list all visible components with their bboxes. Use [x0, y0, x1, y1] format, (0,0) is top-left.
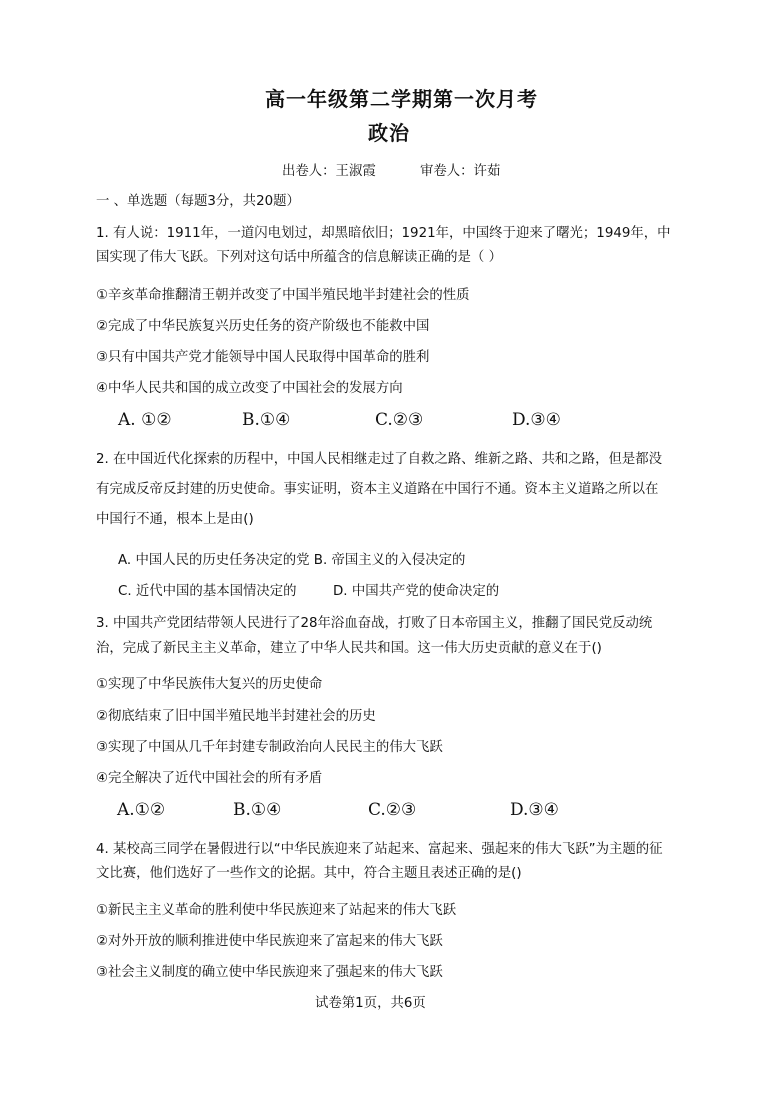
q4-stem-line2: 文比赛，他们选好了一些作文的论据。其中，符合主题且表述正确的是(): [96, 866, 522, 881]
reviewer-name: 审卷人：许茹: [420, 164, 501, 179]
q3-statement: ④完全解决了近代中国社会的所有矛盾: [96, 771, 323, 786]
section-heading: 一 、单选题（每题3分，共20题）: [96, 194, 300, 209]
q1-statement: ③只有中国共产党才能领导中国人民取得中国革命的胜利: [96, 350, 430, 365]
q3-stem-line1: 3. 中国共产党团结带领人民进行了28年浴血奋战，打败了日本帝国主义，推翻了国民党反动统: [96, 616, 653, 631]
q2-option-d: D. 中国共产党的使命决定的: [333, 584, 500, 599]
q2-stem-line2: 有完成反帝反封建的历史使命。事实证明，资本主义道路在中国行不通。资本主义道路之所以在: [96, 482, 659, 497]
q1-stem-line2: 国实现了伟大飞跃。下列对这句话中所蕴含的信息解读正确的是（ ）: [96, 250, 502, 265]
q1-stem-line1: 1. 有人说：1911年，一道闪电划过，却黑暗依旧；1921年，中国终于迎来了曙光；1949年，中: [96, 226, 671, 241]
page-footer: 试卷第1页，共6页: [315, 996, 426, 1011]
q4-statement: ①新民主主义革命的胜利使中华民族迎来了站起来的伟大飞跃: [96, 903, 457, 918]
q1-option-c: C.②③: [375, 410, 424, 430]
q2-stem-line3: 中国行不通，根本上是由(): [96, 512, 254, 527]
setter-name: 出卷人：王淑霞: [282, 164, 376, 179]
q2-option-a-b: A. 中国人民的历史任务决定的党 B. 帝国主义的入侵决定的: [118, 553, 466, 568]
q3-option-a: A.①②: [117, 800, 166, 820]
q3-option-c: C.②③: [368, 800, 417, 820]
q3-option-d: D.③④: [510, 800, 559, 820]
q1-statement: ①辛亥革命推翻清王朝并改变了中国半殖民地半封建社会的性质: [96, 288, 470, 303]
q4-statement: ②对外开放的顺利推进使中华民族迎来了富起来的伟大飞跃: [96, 934, 443, 949]
q1-option-b: B.①④: [242, 410, 291, 430]
q3-stem-line2: 治，完成了新民主主义革命，建立了中华人民共和国。这一伟大历史贡献的意义在于(): [96, 641, 602, 656]
q3-statement: ②彻底结束了旧中国半殖民地半封建社会的历史: [96, 709, 376, 724]
subject-title: 政治: [368, 121, 410, 145]
q2-option-c: C. 近代中国的基本国情决定的: [118, 584, 297, 599]
q1-option-d: D.③④: [512, 410, 561, 430]
q3-statement: ①实现了中华民族伟大复兴的历史使命: [96, 677, 323, 692]
q4-statement: ③社会主义制度的确立使中华民族迎来了强起来的伟大飞跃: [96, 965, 443, 980]
q3-option-b: B.①④: [233, 800, 282, 820]
q2-stem-line1: 2. 在中国近代化探索的历程中，中国人民相继走过了自救之路、维新之路、共和之路，但是都没: [96, 452, 663, 467]
q1-statement: ②完成了中华民族复兴历史任务的资产阶级也不能救中国: [96, 319, 430, 334]
q1-statement: ④中华人民共和国的成立改变了中国社会的发展方向: [96, 381, 403, 396]
q4-stem-line1: 4. 某校高三同学在暑假进行以“中华民族迎来了站起来、富起来、强起来的伟大飞跃”为主题的征: [96, 842, 663, 857]
exam-title: 高一年级第二学期第一次月考: [265, 87, 538, 111]
q1-option-a: A. ①②: [118, 410, 172, 430]
q3-statement: ③实现了中国从几千年封建专制政治向人民民主的伟大飞跃: [96, 740, 443, 755]
